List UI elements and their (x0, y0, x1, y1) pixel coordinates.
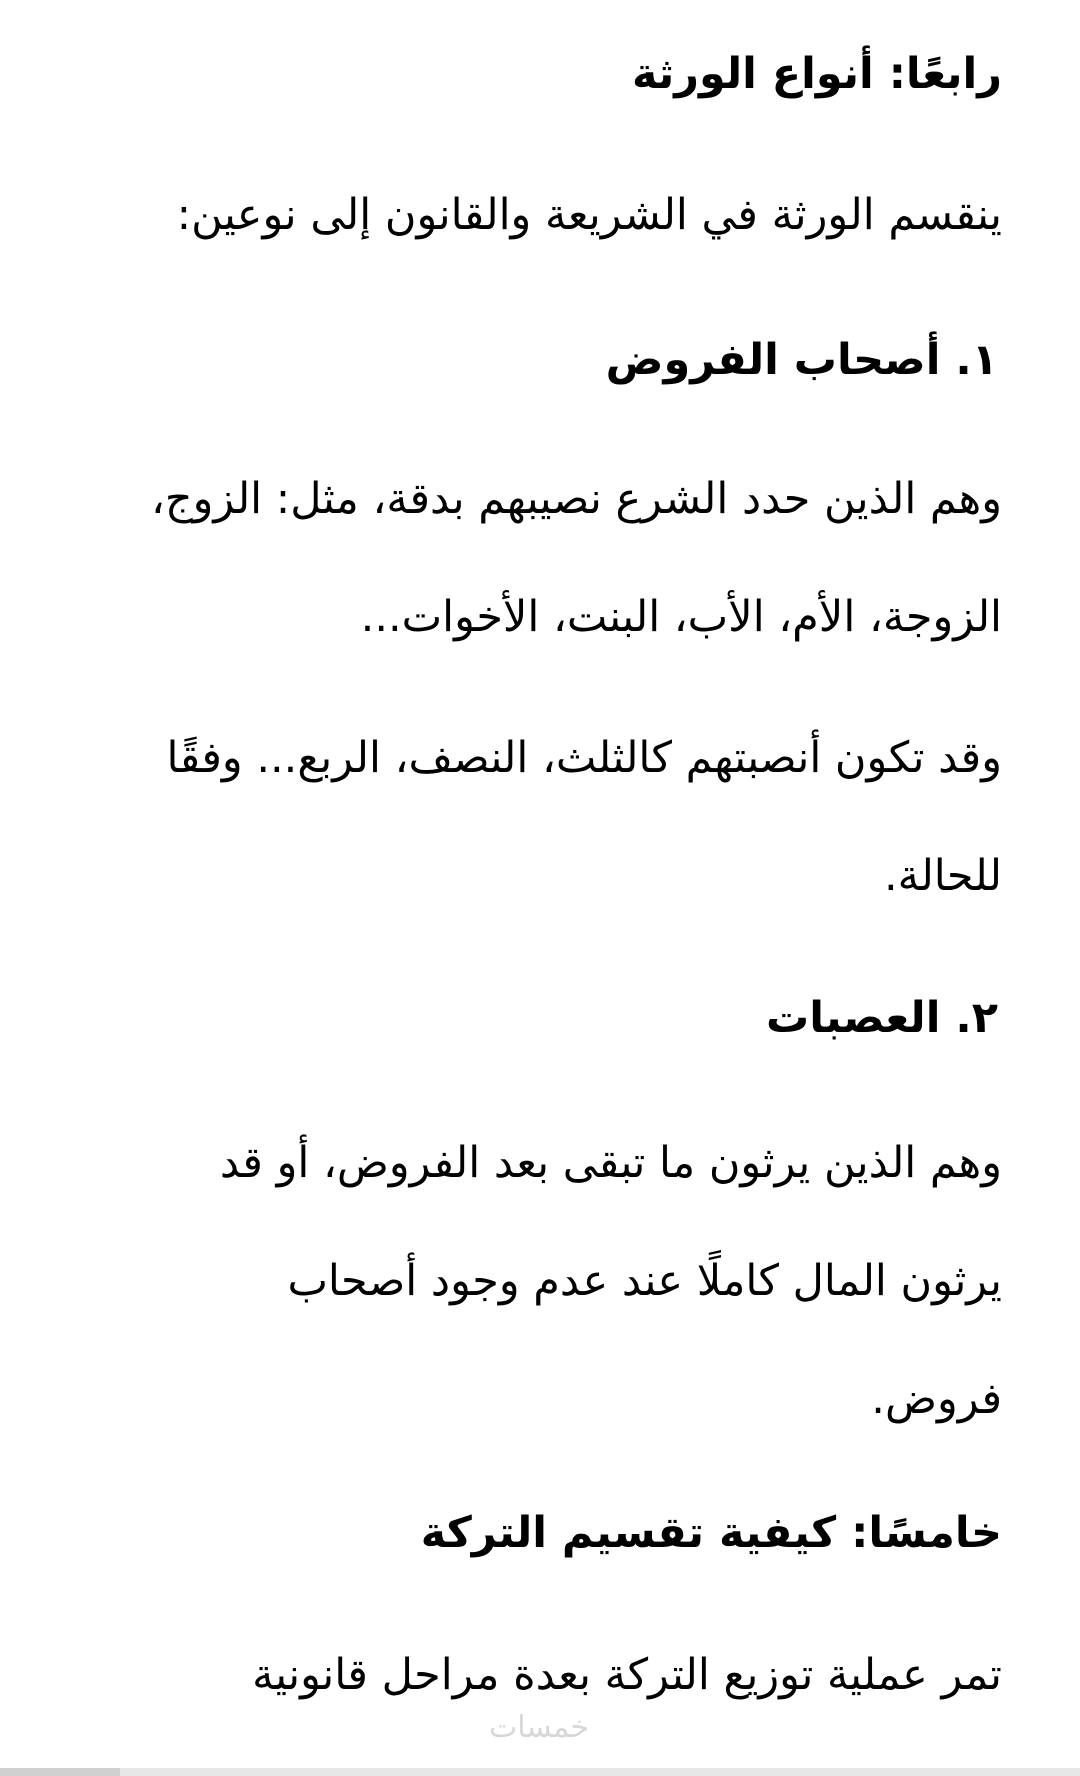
scrollbar-thumb[interactable] (0, 1768, 120, 1776)
paragraph-line: ينقسم الورثة في الشريعة والقانون إلى نوعين: (176, 190, 1002, 240)
horizontal-scrollbar[interactable] (0, 1768, 1080, 1776)
paragraph-line: الزوجة، الأم، الأب، البنت، الأخوات... (360, 592, 1002, 642)
paragraph-line: وقد تكون أنصبتهم كالثلث، النصف، الربع... وفقًا (166, 733, 1002, 783)
section-heading-heirs-types: رابعًا: أنواع الورثة (632, 49, 1002, 99)
paragraph-line: وهم الذين حدد الشرع نصيبهم بدقة، مثل: الزوج، (150, 474, 1002, 524)
paragraph-line: وهم الذين يرثون ما تبقى بعد الفروض، أو قد (219, 1138, 1002, 1188)
watermark-logo: خمسات (488, 1710, 590, 1745)
list-item-heading-residuaries: ٢. العصبات (766, 993, 998, 1043)
paragraph-line: للحالة. (883, 851, 1002, 901)
section-heading-estate-division: خامسًا: كيفية تقسيم التركة (420, 1508, 1002, 1558)
list-item-heading-fixed-shares: ١. أصحاب الفروض (605, 335, 998, 385)
paragraph-line: فروض. (871, 1374, 1002, 1424)
paragraph-line: يرثون المال كاملًا عند عدم وجود أصحاب (287, 1256, 1002, 1306)
paragraph-line: تمر عملية توزيع التركة بعدة مراحل قانونية (252, 1650, 1002, 1700)
